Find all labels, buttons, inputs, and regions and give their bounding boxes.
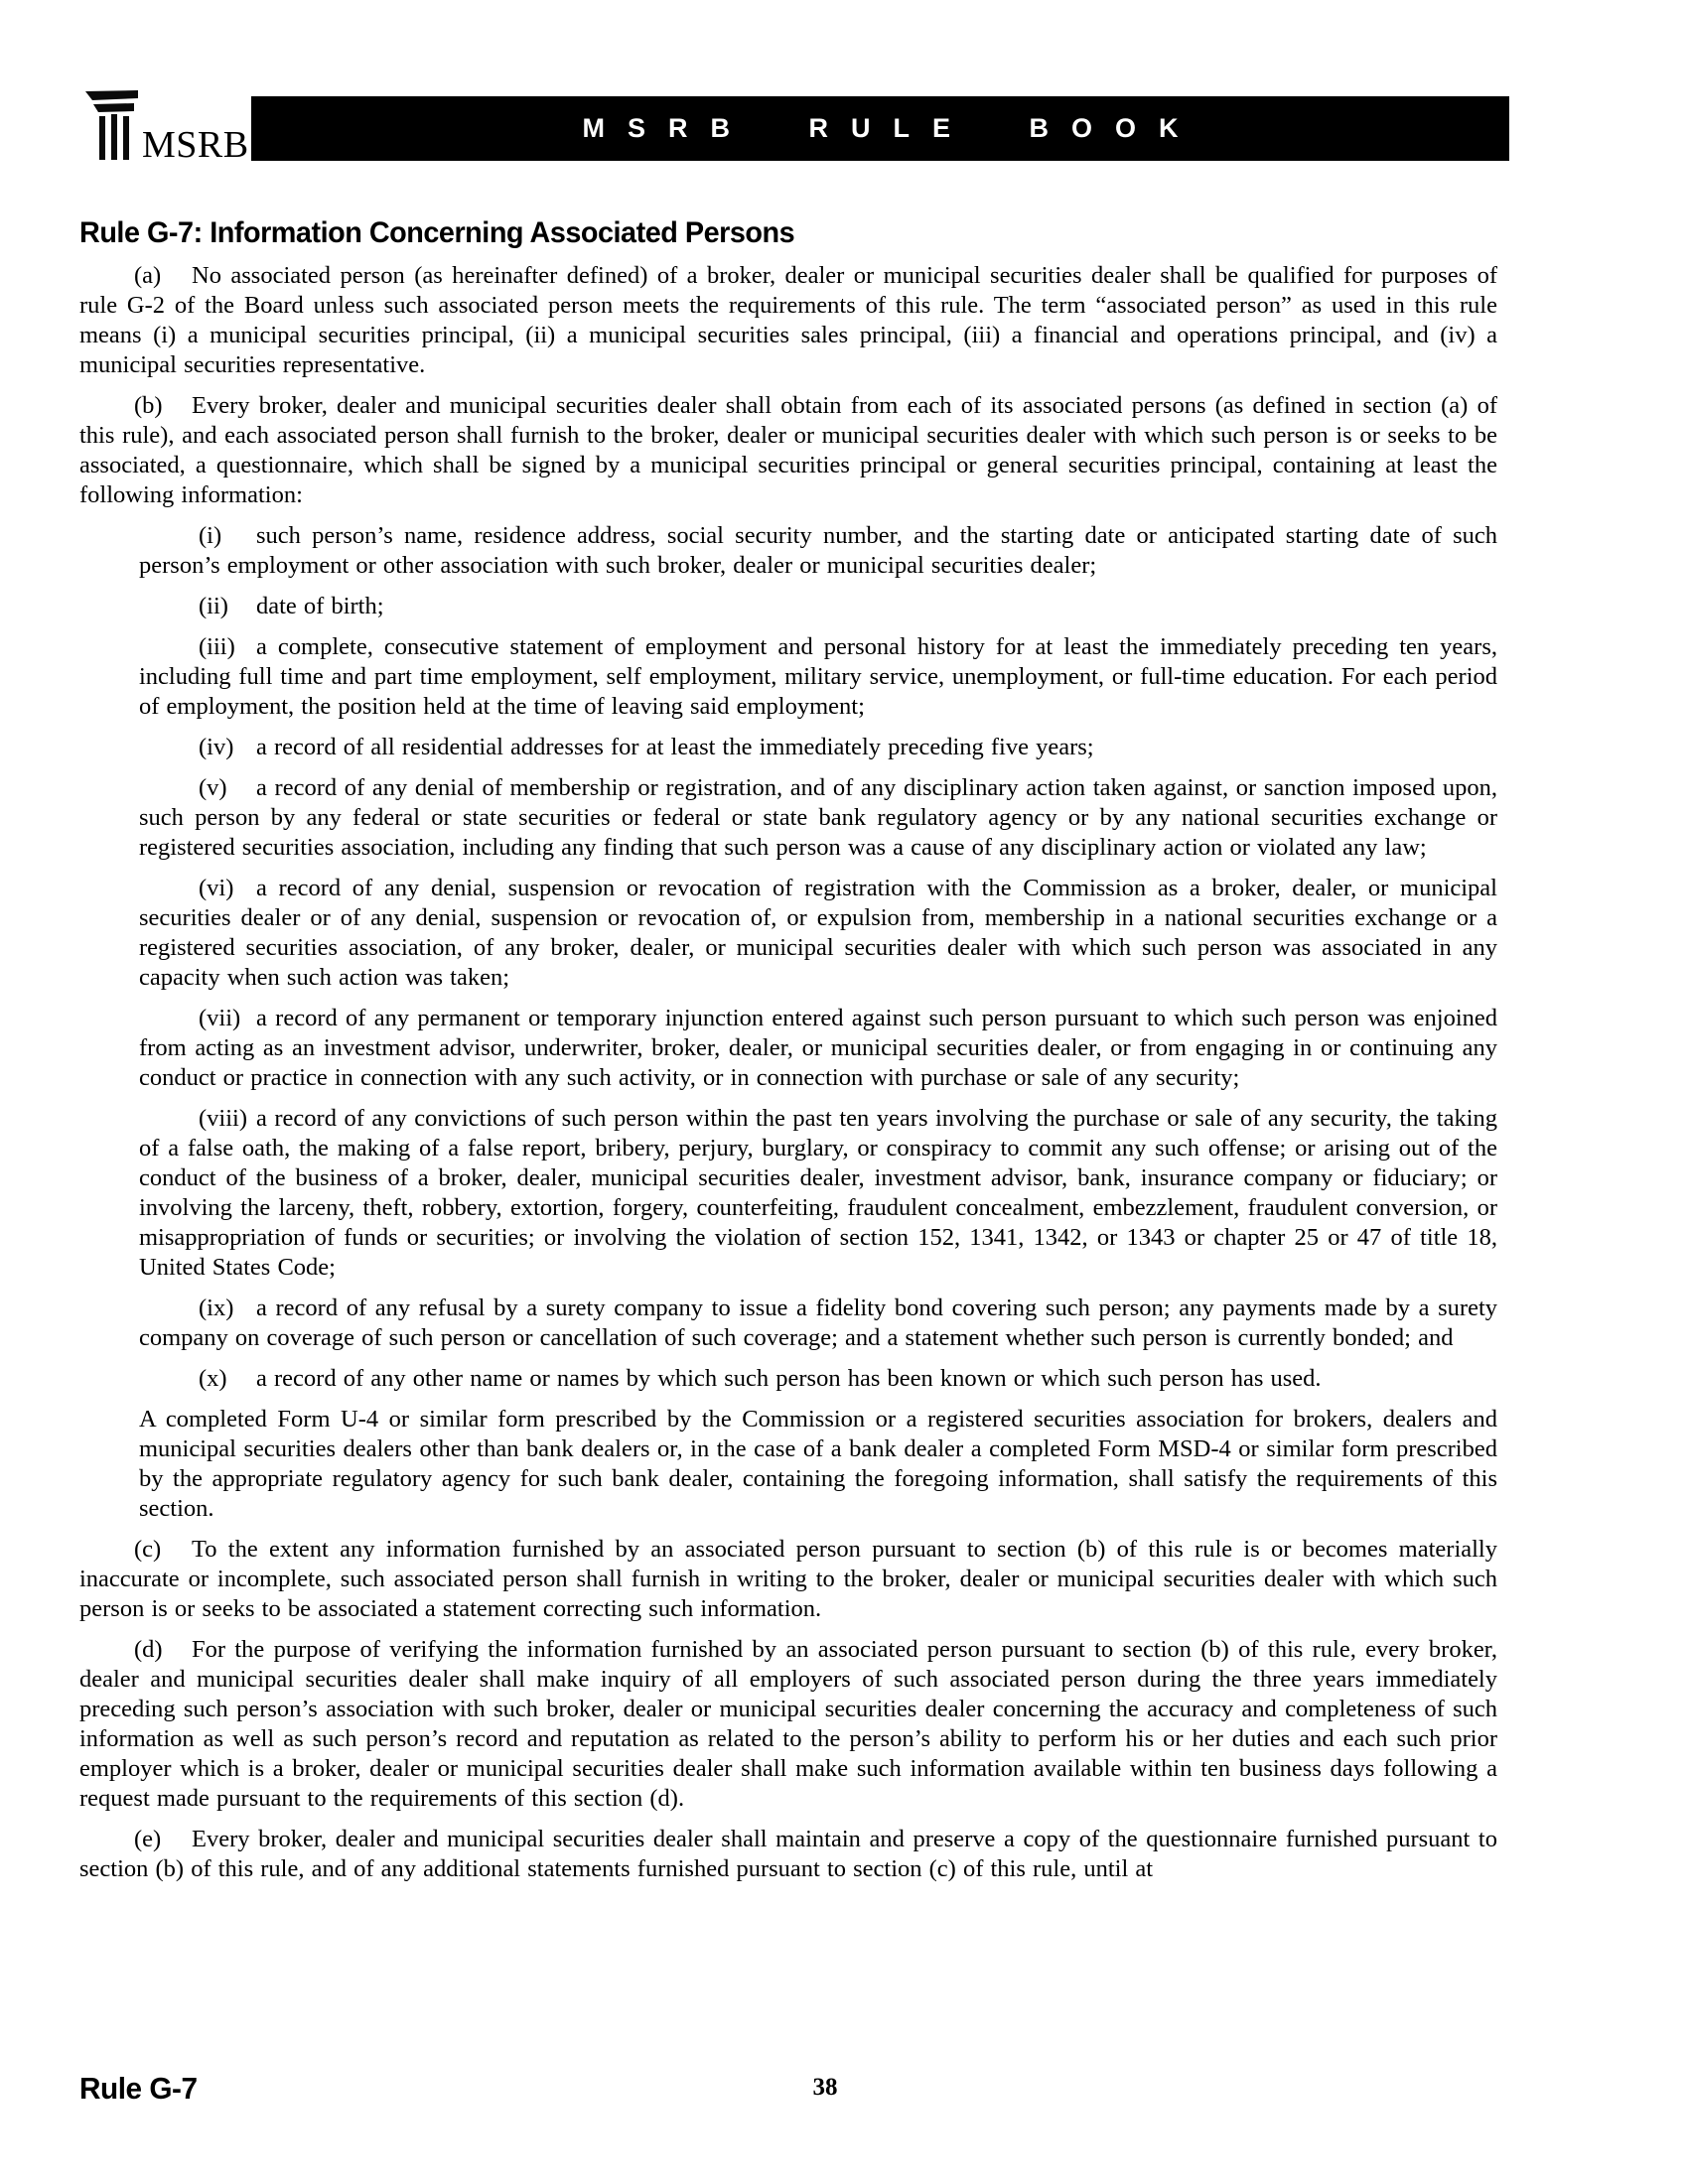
- paragraph-e: [79, 1825, 1497, 1884]
- item-label: (iv): [199, 734, 234, 760]
- item-iv: [139, 733, 1497, 762]
- item-text: a record of any convictions of such person within the past ten years involving the purchase or sale of any security, the taking of a false oath, the making of a false report, bribery, perjury, burglary, or conspiracy to commit any such offense; or arising out of the conduct of the business of a broker, dealer, municipal securities dealer, investment advisor, bank, insurance company or fiduciary; or involving the larceny, theft, robbery, extortion, forgery, counterfeiting, fraudulent concealment, embezzlement, fraudulent conversion, or misappropriation of funds or securities; or involving the violation of section 152, 1341, 1342, or 1343 or chapter 25 or 47 of title 18, United States Code;: [139, 1105, 1497, 1281]
- item-label: (viii): [199, 1105, 247, 1132]
- paragraph-b: [79, 391, 1497, 510]
- item-label: (ii): [199, 593, 228, 619]
- paragraph-d: [79, 1635, 1497, 1814]
- paragraph-text: Every broker, dealer and municipal securities dealer shall obtain from each of its associated persons (as defined in section (a) of this rule), and each associated person shall furnish to the broker, dealer or municipal securities dealer with which such person is or seeks to be associated, a questionnaire, which shall be signed by a municipal securities principal or general securities principal, containing at least the following information:: [79, 392, 1497, 508]
- header-banner: [251, 96, 1509, 161]
- item-text: date of birth;: [256, 593, 384, 619]
- rule-content: [79, 216, 1497, 1884]
- paragraph-label: (d): [134, 1636, 163, 1663]
- page-title: Rule G-7: Information Concerning Associated Persons: [79, 216, 795, 249]
- paragraph-c: [79, 1535, 1497, 1624]
- item-label: (vi): [199, 875, 234, 901]
- footer-rule-label: Rule G-7: [79, 2071, 198, 2106]
- item-ii: [139, 592, 1497, 621]
- banner-title: MSRB RULE BOOK: [582, 113, 1201, 143]
- item-i: [139, 521, 1497, 581]
- item-text: a record of all residential addresses for at least the immediately preceding five years;: [256, 734, 1094, 760]
- msrb-logo: [85, 90, 249, 166]
- item-text: such person’s name, residence address, social security number, and the starting date or anticipated starting date of such person’s employment or other association with such broker, dealer or municipal securities dealer;: [139, 522, 1497, 579]
- item-viii: [139, 1104, 1497, 1283]
- item-text: a record of any refusal by a surety company to issue a fidelity bond covering such person; any payments made by a surety company on coverage of such person or cancellation of such coverage; and a statement whether such person is currently bonded; and: [139, 1295, 1497, 1351]
- paragraph-a: [79, 261, 1497, 380]
- item-ix: [139, 1294, 1497, 1353]
- item-text: a record of any denial of membership or registration, and of any disciplinary action taken against, or sanction imposed upon, such person by any federal or state securities or federal or state bank regulatory agency or by any national securities exchange or registered securities association, including any finding that such person was a cause of any disciplinary action or violated any law;: [139, 774, 1497, 861]
- item-text: a record of any denial, suspension or revocation of registration with the Commission as a broker, dealer, or municipal securities dealer or of any denial, suspension or revocation of, or expulsion from, membership in a national securities exchange or a registered securities association, of any broker, dealer, or municipal securities dealer with which such person was associated in any capacity when such action was taken;: [139, 875, 1497, 991]
- item-vii: [139, 1004, 1497, 1093]
- paragraph-text: For the purpose of verifying the information furnished by an associated person pursuant to section (b) of this rule, every broker, dealer and municipal securities dealer shall make inquiry of all employers of such associated person during the three years immediately preceding such person’s association with such broker, dealer or municipal securities dealer concerning the accuracy and completeness of such information as well as such person’s record and reputation as related to the person’s ability to perform his or her duties and each such prior employer which is a broker, dealer or municipal securities dealer shall make such information available within ten business days following a request made pursuant to the requirements of this section (d).: [79, 1636, 1497, 1812]
- paragraph-text: A completed Form U-4 or similar form prescribed by the Commission or a registered securities association for brokers, dealers and municipal securities dealers other than bank dealers or, in the case of a bank dealer a completed Form MSD-4 or similar form prescribed by the appropriate regulatory agency for such bank dealer, containing the foregoing information, shall satisfy the requirements of this section.: [139, 1406, 1497, 1522]
- paragraph-label: (a): [134, 262, 162, 289]
- item-label: (x): [199, 1365, 227, 1392]
- item-iii: [139, 632, 1497, 722]
- item-text: a complete, consecutive statement of employment and personal history for at least the immediately preceding ten years, including full time and part time employment, self employment, military service, unemployment, or full-time education. For each period of employment, the position held at the time of leaving said employment;: [139, 633, 1497, 720]
- paragraph-label: (b): [134, 392, 163, 419]
- item-vi: [139, 874, 1497, 993]
- item-label: (vii): [199, 1005, 241, 1031]
- paragraph-text: Every broker, dealer and municipal securities dealer shall maintain and preserve a copy of the questionnaire furnished pursuant to section (b) of this rule, and of any additional statements furnished pursuant to section (c) of this rule, until at: [79, 1826, 1497, 1882]
- paragraph-label: (c): [134, 1536, 162, 1563]
- footer-page-number: 38: [812, 2074, 838, 2101]
- paragraph-text: No associated person (as hereinafter defined) of a broker, dealer or municipal securities dealer shall be qualified for purposes of rule G-2 of the Board unless such associated person meets the requirements of this rule. The term “associated person” as used in this rule means (i) a municipal securities principal, (ii) a municipal securities sales principal, (iii) a financial and operations principal, and (iv) a municipal securities representative.: [79, 262, 1497, 378]
- paragraph-label: (e): [134, 1826, 162, 1852]
- item-label: (i): [199, 522, 222, 549]
- item-label: (v): [199, 774, 227, 801]
- item-label: (ix): [199, 1295, 234, 1321]
- item-label: (iii): [199, 633, 235, 660]
- paragraph-text: To the extent any information furnished by an associated person pursuant to section (b) of this rule is or becomes materially inaccurate or incomplete, such associated person shall furnish in writing to the broker, dealer or municipal securities dealer with which such person is or seeks to be associated a statement correcting such information.: [79, 1536, 1497, 1622]
- item-text: a record of any permanent or temporary injunction entered against such person pursuant to which such person was enjoined from acting as an investment advisor, underwriter, broker, dealer, or municipal securities dealer, or from engaging in or continuing any conduct or practice in connection with any such activity, or in connection with purchase or sale of any security;: [139, 1005, 1497, 1091]
- pillar-icon: [85, 90, 139, 160]
- logo-wordmark: MSRB: [142, 124, 249, 166]
- item-v: [139, 773, 1497, 863]
- item-x: [139, 1364, 1497, 1394]
- item-text: a record of any other name or names by which such person has been known or which such person has used.: [256, 1365, 1322, 1392]
- paragraph-form-u4: [139, 1405, 1497, 1524]
